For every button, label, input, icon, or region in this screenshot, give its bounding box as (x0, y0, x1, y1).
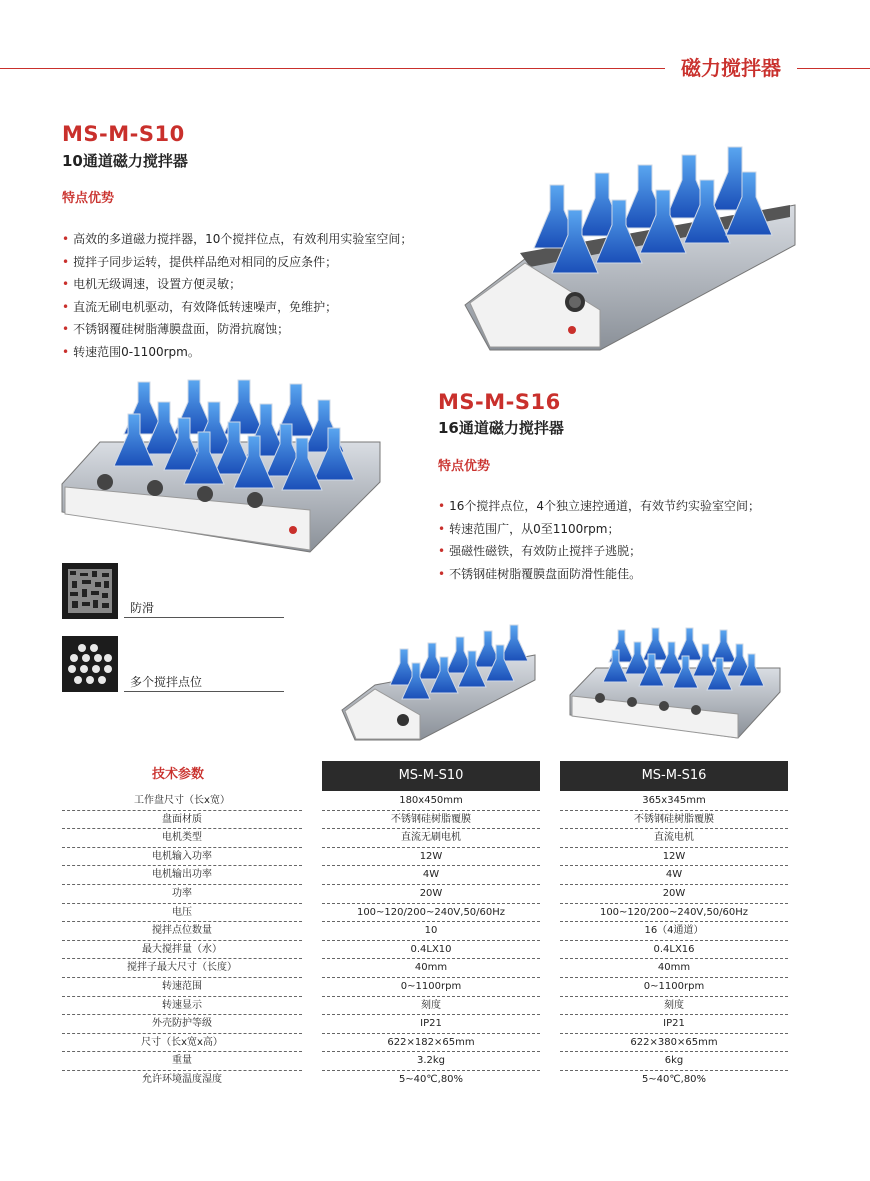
spec-name: 电机输入功率 (62, 848, 302, 867)
spec-value-s16: IP21 (560, 1015, 788, 1034)
spec-value-s10: 0.4LX10 (322, 941, 540, 960)
spec-name: 工作盘尺寸（长x宽） (62, 792, 302, 811)
spec-value-s10: 5~40℃,80% (398, 1073, 464, 1085)
spec-name: 盘面材质 (62, 811, 302, 830)
spec-name: 重量 (62, 1052, 302, 1071)
product1-features-label: 特点优势 (62, 191, 115, 206)
product2-model: MS-M-S16 (438, 390, 561, 414)
product1-subtitle: 10通道磁力搅拌器 (62, 152, 188, 170)
spec-value-s16: 100~120/200~240V,50/60Hz (560, 904, 788, 923)
spec-name: 最大搅拌量（水） (62, 941, 302, 960)
icon-label-anti-slip: 防滑 (130, 601, 155, 615)
spec-name: 搅拌子最大尺寸（长度） (62, 959, 302, 978)
spec-value-s10: 180x450mm (322, 792, 540, 811)
product1-model: MS-M-S10 (62, 122, 185, 146)
spec-value-s10: 12W (322, 848, 540, 867)
spec-value-s10: 40mm (322, 959, 540, 978)
spec-value-s10: 不锈钢硅树脂覆膜 (322, 811, 540, 830)
spec-name: 外壳防护等级 (62, 1015, 302, 1034)
product2-subtitle: 16通道磁力搅拌器 (438, 419, 564, 437)
spec-value-s16: 622×380×65mm (560, 1034, 788, 1053)
feature-item: • 不锈钢硅树脂覆膜盘面防滑性能佳。 (438, 563, 760, 586)
spec-value-s10: 622×182×65mm (322, 1034, 540, 1053)
product1-feature-list (62, 228, 412, 363)
specs-title: 技术参数 (152, 767, 205, 782)
spec-value-s10: IP21 (322, 1015, 540, 1034)
feature-item: • 16个搅拌点位，4个独立速控通道，有效节约实验室空间； (438, 495, 760, 518)
divider (124, 617, 284, 618)
product2-thumbnail (568, 620, 783, 745)
spec-value-s16: 12W (560, 848, 788, 867)
product2-image (60, 372, 385, 557)
product2-features-label: 特点优势 (438, 459, 491, 474)
spec-name: 功率 (62, 885, 302, 904)
spec-name: 电机类型 (62, 829, 302, 848)
spec-value-s10: 0~1100rpm (322, 978, 540, 997)
feature-item: • 搅拌子同步运转，提供样品绝对相同的反应条件； (62, 251, 412, 274)
spec-name: 转速范围 (62, 978, 302, 997)
product2-feature-list (438, 495, 760, 585)
spec-value-s16: 365x345mm (560, 792, 788, 811)
feature-item: • 直流无刷电机驱动，有效降低转速噪声，免维护； (62, 296, 412, 319)
spec-value-s16: 20W (560, 885, 788, 904)
spec-value-s16: 刻度 (560, 997, 788, 1016)
feature-item: • 电机无级调速，设置方便灵敏； (62, 273, 412, 296)
spec-value-s16: 40mm (560, 959, 788, 978)
spec-value-s16: 4W (560, 866, 788, 885)
feature-item: • 强磁性磁铁，有效防止搅拌子逃脱； (438, 540, 760, 563)
spec-value-s10: 100~120/200~240V,50/60Hz (322, 904, 540, 923)
feature-item: • 高效的多道磁力搅拌器，10个搅拌位点，有效利用实验室空间； (62, 228, 412, 251)
icon-label-multi-point: 多个搅拌点位 (130, 675, 203, 689)
multi-point-icon (62, 636, 118, 692)
spec-value-s16: 不锈钢硅树脂覆膜 (560, 811, 788, 830)
product1-image (460, 135, 800, 365)
feature-item: • 不锈钢覆硅树脂薄膜盘面，防滑抗腐蚀； (62, 318, 412, 341)
spec-name: 转速显示 (62, 997, 302, 1016)
spec-value-s10: 3.2kg (322, 1052, 540, 1071)
spec-value-s16: 直流电机 (560, 829, 788, 848)
spec-name: 搅拌点位数量 (62, 922, 302, 941)
spec-column-header-s16: MS-M-S16 (560, 761, 788, 791)
feature-item: • 转速范围广，从0至1100rpm； (438, 518, 760, 541)
divider (124, 691, 284, 692)
spec-name: 允许环境温度湿度 (142, 1073, 222, 1085)
spec-column-header-s10: MS-M-S10 (322, 761, 540, 791)
anti-slip-texture-icon (62, 563, 118, 619)
spec-value-s16: 16（4通道） (560, 922, 788, 941)
spec-name: 电机输出功率 (62, 866, 302, 885)
product1-thumbnail (340, 615, 540, 745)
spec-value-s10: 刻度 (322, 997, 540, 1016)
feature-item: • 转速范围0-1100rpm。 (62, 341, 412, 364)
spec-value-s16: 0.4LX16 (560, 941, 788, 960)
spec-value-s10: 20W (322, 885, 540, 904)
spec-name: 电压 (62, 904, 302, 923)
page-title: 磁力搅拌器 (665, 52, 797, 84)
spec-value-s16: 5~40℃,80% (641, 1073, 707, 1085)
spec-value-s16: 0~1100rpm (560, 978, 788, 997)
spec-name: 尺寸（长x宽x高） (62, 1034, 302, 1053)
spec-value-s10: 10 (322, 922, 540, 941)
spec-value-s10: 4W (322, 866, 540, 885)
spec-value-s10: 直流无刷电机 (322, 829, 540, 848)
spec-value-s16: 6kg (560, 1052, 788, 1071)
